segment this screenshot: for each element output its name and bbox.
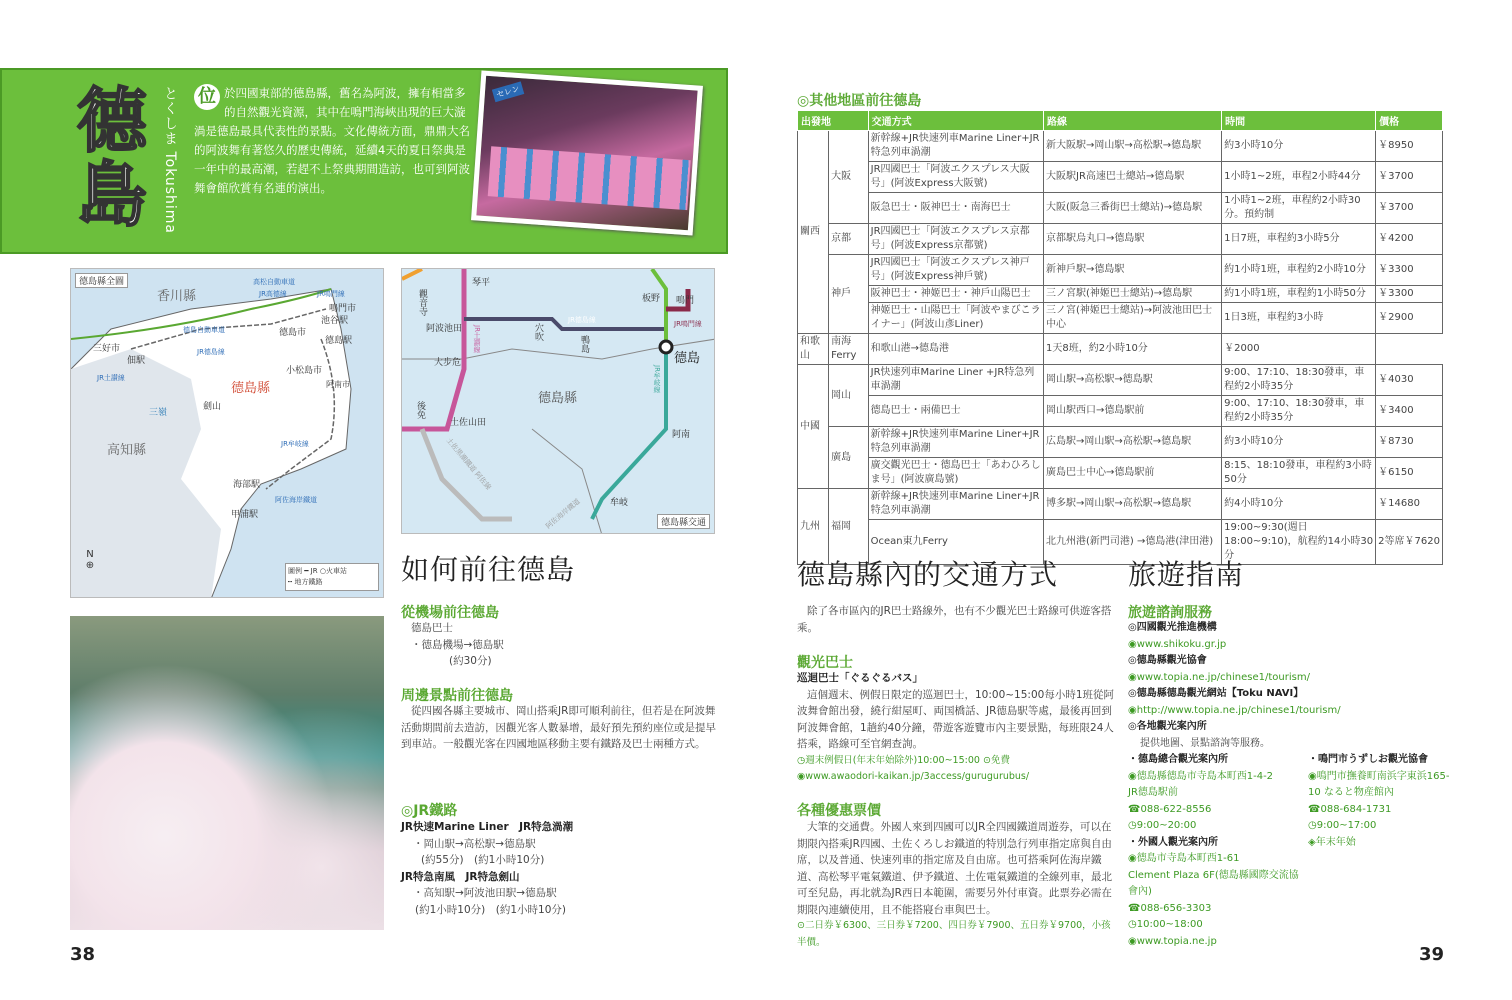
link-toku-navi[interactable]: http://www.topia.ne.jp/chinese1/tourism/ [1136, 704, 1341, 716]
route-table [797, 110, 1443, 565]
info-center-a: ・德島總合觀光案內所 ◉德島縣德島市寺島本町西1-4-2 JR德島駅前 ☎088-622-8556 ◷9:00~20:00 ・外國人觀光案內所 ◉德島市寺島本町西1-61 Clement Plaza 6F(德島縣國際交流協會內) ☎088-656-3303 ◷10:00~18:00 ◉www.topia.ne.jp [1128, 754, 1299, 947]
route-table-body [798, 131, 1443, 565]
title-kanji: 德 島 [77, 80, 147, 236]
map2-station: 阿南 [672, 430, 691, 440]
header-cell: 時間 [1222, 111, 1376, 131]
table-cell: ￥8730 [1376, 427, 1443, 458]
web-icon: ◉ [1128, 704, 1137, 716]
sightseeing-bus-title: 觀光巴士 [797, 655, 853, 671]
link-topia[interactable]: www.topia.ne.jp/chinese1/tourism/ [1136, 671, 1310, 683]
yen-icon: ⊙ [982, 754, 991, 766]
table-cell: 中國 [798, 365, 829, 489]
table-row [798, 131, 1443, 162]
table-cell: 9:00、17:10、18:30發車，車程約2小時35分 [1222, 365, 1376, 396]
table-cell: 廣交觀光巴士・德島巴士「あわひろしま号」(阿波廣島號) [868, 458, 1043, 489]
table-cell: ￥3400 [1376, 396, 1443, 427]
map1-place: 德島市 [279, 328, 307, 338]
info-title: 旅遊諮詢服務 [1128, 605, 1212, 621]
table-row [798, 489, 1443, 520]
table-cell: 岡山 [829, 365, 869, 427]
table-cell: 福岡 [829, 489, 869, 565]
table-row [798, 334, 1443, 365]
map2-station: 觀音寺 [417, 289, 427, 316]
header-cell: 價格 [1376, 111, 1443, 131]
table-cell: 新神戶駅→德島駅 [1044, 255, 1222, 286]
jr-title: ◎JR鐵路 [401, 803, 458, 819]
table-cell: ￥2900 [1376, 303, 1443, 334]
table-cell: 岡山駅西口→德島駅前 [1044, 396, 1222, 427]
table-cell: 廣島 [829, 427, 869, 489]
map2-station: 板野 [642, 294, 661, 304]
table-cell: 阪神巴士・神姬巴士・神戶山陽巴士 [868, 286, 1043, 303]
map2-station: 琴平 [472, 278, 491, 288]
table-row [798, 162, 1443, 193]
map1-place: 小松島市 [286, 366, 323, 376]
map1-place: 劍山 [203, 402, 222, 412]
table-cell: 三ノ宮(神姬巴士總站)→阿波池田巴士中心 [1044, 303, 1222, 334]
loop-bus-section: 巡迴巴士「ぐるぐるバス」 這個週末、例假日限定的巡迴巴士，10:00~15:00每小時1班從阿波舞會館出發，繞行紺屋町、両国橋話、JR德島駅等處，最後再回到阿波舞會館，1趟約40分鐘，帶遊客遊覽市內主要景點，每班限24人搭乘，路線可至官網查詢。 ◷週末例假日(年末年始除外)10:00~15:00 ⊙免費 ◉www.awaodori-kaikan.jp/3access/gurugurubus/ [797, 672, 1114, 782]
table-row [798, 255, 1443, 286]
map1-line: 德島自動車道 [183, 326, 225, 334]
photo-sign: セレン [492, 81, 524, 102]
map1-place: 德島駅 [325, 336, 353, 346]
table-cell: 神戶 [829, 255, 869, 334]
map1-place: 阿南市 [326, 380, 350, 389]
map1-place: 三嶺 [149, 408, 168, 418]
how-to-get-title: 如何前往德島 [401, 553, 576, 586]
table-cell: 南海Ferry [829, 334, 869, 365]
map1-legend: 圖例 ━ JR ○火車站 ┅ 地方鐵路 [285, 563, 379, 591]
table-cell: 廣島巴士中心→德島駅前 [1044, 458, 1222, 489]
map2-station: 牟岐 [610, 498, 629, 508]
map1-place: 鳴門市 [329, 304, 357, 314]
table-cell: 大阪 [829, 131, 869, 224]
table-cell: 德島巴士・兩備巴士 [868, 396, 1043, 427]
clock-icon: ◷ [1128, 820, 1137, 831]
table-cell: ￥14680 [1376, 489, 1443, 520]
table-cell: 神姬巴士・山陽巴士「阿波やまびこライナー」(阿波山彥Liner) [868, 303, 1043, 334]
table-cell: ￥3700 [1376, 162, 1443, 193]
table-cell: 博多駅→岡山駅→高松駅→德島駅 [1044, 489, 1222, 520]
map1-line: 阿佐海岸鐵道 [275, 496, 317, 504]
tokushima-transport-map [401, 268, 715, 534]
page-number-right: 39 [1419, 944, 1445, 965]
map2-station: 大步危 [434, 358, 462, 368]
pin-icon: ◉ [1308, 770, 1317, 782]
table-cell: 約4小時10分 [1222, 489, 1376, 520]
map1-place: 池谷駅 [321, 316, 349, 326]
map1-line: JR牟岐線 [281, 440, 309, 448]
airport-body: 德島巴士 ・德島機場→德島駅 (約30分) [411, 622, 504, 667]
table-cell: 約3小時10分 [1222, 427, 1376, 458]
table-cell: 広島駅→岡山駅→高松駅→德島駅 [1044, 427, 1222, 458]
clock-icon: ◷ [797, 754, 806, 766]
map1-kochi: 高知縣 [107, 443, 147, 458]
table-cell: JR快速列車Marine Liner +JR特急列車渦潮 [868, 365, 1043, 396]
intro-text: 位 於四國東部的德島縣，舊名為阿波，擁有相當多的自然觀光資源，其中在鳴門海峽出現的巨大漩渦是德島最具代表性的景點。文化傳統方面，鼎鼎大名的阿波舞有著悠久的歷史傳統，延續4天的夏日祭典是一年中的最高潮，若趕不上祭典期間造訪，也可到阿波舞會館欣賞有名連的演出。 [194, 86, 470, 195]
clock-icon: ◷ [1308, 820, 1317, 831]
transport-intro: 除了各市區內的JR巴士路線外，也有不少觀光巴士路線可供遊客搭乘。 [797, 605, 1112, 634]
map2-station: 鳴門 [676, 296, 695, 306]
table-cell: 新幹線+JR快速列車Marine Liner+JR特急列車渦潮 [868, 131, 1043, 162]
table-cell: 和歌山港→德島港 [868, 334, 1043, 365]
map1-place: 海部駅 [233, 480, 261, 490]
map1-kagawa: 香川縣 [157, 289, 197, 304]
map2-line: JR鳴門線 [674, 320, 702, 328]
dancers-shape [488, 146, 691, 210]
table-cell: 三ノ宮駅(神姬巴士總站)→德島駅 [1044, 286, 1222, 303]
table-cell: 大阪(阪急三番街巴士總站)→德島駅 [1044, 193, 1222, 224]
table-cell: 約1小時1班，車程約2小時10分 [1222, 255, 1376, 286]
table-cell: 和歌山 [798, 334, 829, 365]
pass-body: 大筆的交通費。外國人來到四國可以JR全四國鐵道周遊券，可以在期限內搭乘JR四國、土佐くろしお鐵道的特別急行列車指定席與自由席，以及普通、快速列車的指定席及自由席。也可搭乘阿佐海岸鐵道、高松琴平電氣鐵道、伊予鐵道、土佐電氣鐵道的全線列車，最北可至兒島，再北就為JR西日本範圍，需要另外付車資。此票券必需在期限內連續使用，且不能搭寢台車與巴士。 [797, 821, 1112, 916]
table-cell: ￥2000 [1222, 334, 1376, 365]
awa-odori-photo [471, 70, 703, 235]
table-cell: 1小時1~2班，車程2小時44分 [1222, 162, 1376, 193]
web-icon: ◉ [1128, 638, 1137, 650]
jr-body: JR快速Marine Liner JR特急渦潮 ・岡山駅→高松駅→德島駅 (約55分) (約1小時10分) JR特急南風 JR特急劍山 ・高知駅→阿波池田駅→德島駅 (約1小時10分) (約1小時10分) [401, 821, 574, 916]
phone-icon: ☎ [1128, 803, 1141, 815]
table-row [798, 365, 1443, 396]
table-cell: 岡山駅→高松駅→德島駅 [1044, 365, 1222, 396]
table-cell: 京都駅烏丸口→德島駅 [1044, 224, 1222, 255]
table-cell: 2等席￥7620 [1376, 520, 1443, 565]
table-cell: ￥4030 [1376, 365, 1443, 396]
map2-county: 德島縣 [538, 391, 578, 406]
table-cell: 大阪駅JR高速巴士總站→德島駅 [1044, 162, 1222, 193]
web-icon: ◉ [1128, 935, 1137, 947]
table-cell: 北九州港(新門司港) →德島港(津田港) [1044, 520, 1222, 565]
table-cell: 1小時1~2班，車程約2小時30分。預約制 [1222, 193, 1376, 224]
table-cell: Ocean東九Ferry [868, 520, 1043, 565]
yen-icon: ⊙ [797, 920, 805, 931]
table-row [798, 193, 1443, 224]
map2-line: 土佐黒潮鐵道 阿佐線 [444, 436, 493, 492]
table-cell: 關西 [798, 131, 829, 334]
web-icon: ◉ [1128, 671, 1137, 683]
table-cell: ￥6150 [1376, 458, 1443, 489]
map2-corner-label: 德島縣交通 [657, 514, 710, 529]
map2-line: JR牟岐線 [653, 365, 661, 393]
table-row [798, 427, 1443, 458]
table-cell: 8:15、18:10發車，車程約3小時50分 [1222, 458, 1376, 489]
clock-icon: ◷ [1128, 919, 1137, 930]
map2-station: 土佐山田 [450, 418, 487, 428]
pass-prices: ⊙二日券￥6300、三日券￥7200、四日券￥7900、五日券￥9700，小孩半價。 [797, 920, 1111, 948]
table-cell: 九州 [798, 489, 829, 565]
table-row [798, 224, 1443, 255]
nearby-title: 周邊景點前往德島 [401, 688, 513, 704]
map1-line: JR鳴門線 [317, 290, 345, 298]
guide-title: 旅遊指南 [1128, 558, 1245, 591]
info-center-c: ・鳴門市うずしお觀光協會 ◉鳴門市撫養町南浜字東浜165- 10 なると物産館內 ☎088-684-1731 ◷9:00~17:00 ◈年末年始 [1308, 754, 1450, 848]
phone-icon: ☎ [1128, 902, 1141, 914]
north-arrow-icon: N ⊕ [85, 549, 95, 571]
table-cell: 阪急巴士・阪神巴士・南海巴士 [868, 193, 1043, 224]
map1-tokushima-ken: 德島縣 [231, 381, 271, 396]
table-cell: 京都 [829, 224, 869, 255]
table-cell: 約3小時10分 [1222, 131, 1376, 162]
table-cell: ￥3300 [1376, 255, 1443, 286]
header-cell: 路線 [1044, 111, 1222, 131]
pin-icon: ◉ [1128, 770, 1137, 782]
map1-line: JR土讃線 [97, 374, 125, 382]
map1-line: JR德島線 [197, 348, 225, 356]
airport-title: 從機場前往德島 [401, 605, 499, 621]
table-cell: 新幹線+JR快速列車Marine Liner+JR特急列車渦潮 [868, 427, 1043, 458]
guide-body: ◎四國觀光推進機構 ◉www.shikoku.gr.jp ◎德島縣觀光協會 ◉www.topia.ne.jp/chinese1/tourism/ ◎德島縣德島觀光網站【Toku NAVI】 ◉http://www.topia.ne.jp/chinese1/tourism/ ◎各地觀光案內所 提供地圖、景點諮詢等服務。 [1128, 622, 1341, 749]
table-cell: JR四國巴士「阿波エクスプレス京都号」(阿波Express京都號) [868, 224, 1043, 255]
table-cell: 1日3班，車程約3小時 [1222, 303, 1376, 334]
map1-corner-label: 德島縣全圖 [75, 273, 128, 288]
map1-place: 甲浦駅 [231, 510, 259, 520]
table-cell: 1日7班，車程約3小時5分 [1222, 224, 1376, 255]
calendar-icon: ◈ [1308, 836, 1316, 848]
web-icon: ◉ [797, 771, 806, 782]
table-cell: JR四國巴士「阿波エクスプレス大阪号」(阿波Express大阪號) [868, 162, 1043, 193]
table-cell: ￥4200 [1376, 224, 1443, 255]
table-row [798, 458, 1443, 489]
map2-station: 鴨島 [579, 335, 589, 353]
map2-station: 後免 [415, 401, 425, 419]
drop-cap: 位 [194, 84, 220, 110]
header-cell: 交通方式 [868, 111, 1043, 131]
table-cell: ￥3300 [1376, 286, 1443, 303]
table-cell: JR四國巴士「阿波エクスプレス神戸号」(阿波Express神戶號) [868, 255, 1043, 286]
map2-station: 穴吹 [533, 323, 543, 341]
pass-title: 各種優惠票價 [797, 803, 881, 819]
map1-line: JR高德線 [259, 290, 287, 298]
map2-line: JR德島線 [568, 316, 596, 324]
map1-place: 三好市 [93, 344, 121, 354]
table-row [798, 286, 1443, 303]
table-cell: 新幹線+JR快速列車Marine Liner+JR特急列車渦潮 [868, 489, 1043, 520]
map1-line: 高松自動車道 [253, 278, 295, 286]
link-shikoku[interactable]: www.shikoku.gr.jp [1136, 638, 1227, 650]
page-number-left: 38 [70, 944, 96, 965]
cherry-blossom-gorge-photo [70, 616, 384, 930]
map1-place: 佃駅 [127, 356, 146, 366]
table-cell: 9:00、17:10、18:30發車，車程約2小時35分 [1222, 396, 1376, 427]
table-row [798, 303, 1443, 334]
table-cell: ￥8950 [1376, 131, 1443, 162]
pin-icon: ◉ [1128, 853, 1137, 864]
header-cell: 出發地 [798, 111, 869, 131]
map2-station-tokushima: 德島 [674, 351, 701, 366]
map2-line: JR土讃線 [473, 325, 481, 353]
tokushima-prefecture-map [70, 268, 384, 598]
table-row [798, 396, 1443, 427]
table-cell: 約1小時1班，車程約1小時50分 [1222, 286, 1376, 303]
map2-station: 阿波池田 [426, 324, 463, 334]
table-header-row [798, 111, 1443, 131]
phone-icon: ☎ [1308, 803, 1321, 815]
transport-title: 德島縣內的交通方式 [797, 558, 1059, 591]
title-kana: とくしま Tokushima [162, 86, 178, 235]
table-cell: 新大阪駅→岡山駅→高松駅→德島駅 [1044, 131, 1222, 162]
map2-line: 阿佐海岸鐵道 [544, 497, 582, 531]
table-cell: 1天8班，約2小時10分 [1044, 334, 1222, 365]
link-topia-home[interactable]: www.topia.ne.jp [1136, 935, 1217, 947]
nearby-body: 從四國各縣主要城市、岡山搭乘JR即可順利前往，但若是在阿波舞活動期間前去造訪，因觀光客人數暴增，最好預先預約座位或是提早到車站。一般觀光客在四國地區移動主要有鐵路及巴士兩種方式。 [401, 705, 716, 750]
other-regions-title: ◎其他地區前往德島 [797, 93, 922, 109]
table-cell: 19:00~9:30(週日18:00~9:10)，航程約14小時30分 [1222, 520, 1376, 565]
table-cell: ￥3700 [1376, 193, 1443, 224]
